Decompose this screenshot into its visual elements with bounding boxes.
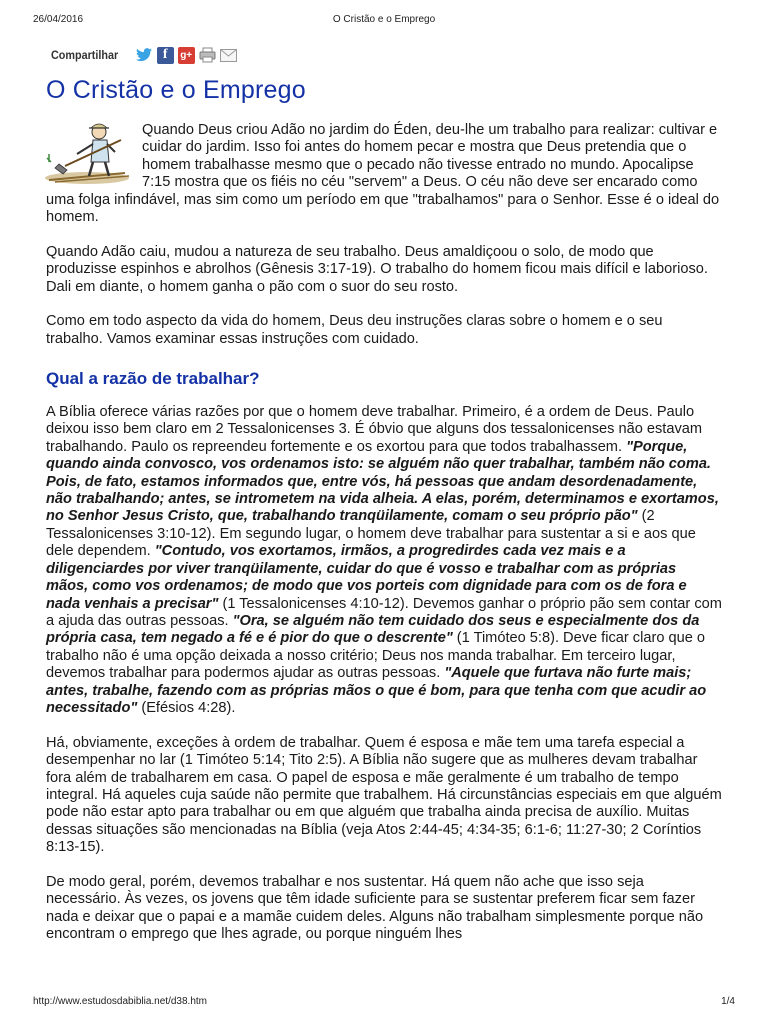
- google-plus-icon[interactable]: g+: [178, 47, 195, 64]
- text-run: A Bíblia oferece várias razões por que o homem deve trabalhar. Primeiro, é a ordem de Deus. Paulo deixou isso bem claro em 2 Tessalonicenses 3. É óbvio que alguns dos tessalonicenses não estavam trabalhando. Paulo os repreendeu fortemente e os exortou para que todos trabalhassem.: [46, 404, 703, 455]
- exceptions-paragraph: Há, obviamente, exceções à ordem de trabalhar. Quem é esposa e mãe tem uma tarefa especial a desempenhar no lar (1 Timóteo 5:14; Tito 2:5). A Bíblia não sugere que as mulheres devam trabalhar fora além de trabalharem em casa. O papel de esposa e mãe geralmente é um trabalho de tempo integral. Há aqueles cuja saúde não permite que trabalhem. Há circunstâncias especiais em que alguém pode não estar apto para trabalhar ou em que alguém que trabalha ainda precisa de auxílio. Muitas dessas situações são mencionadas na Bíblia (veja Atos 2:44-45; 4:34-35; 6:1-6; 11:27-30; 2 Coríntios 8:13-15).: [46, 734, 722, 856]
- text-run: (2 Tessalonicenses 3:10-12). Em segundo lugar, o homem deve trabalhar para sustentar a si e aos que dele dependem.: [46, 508, 696, 560]
- print-title: O Cristão e o Emprego: [332, 14, 436, 25]
- email-icon[interactable]: [220, 47, 237, 64]
- print-date: 26/04/2016: [33, 14, 84, 25]
- page-number: 1/4: [721, 996, 735, 1007]
- scripture-quote: "Aquele que furtava não furte mais; antes, trabalhe, fazendo com as próprias mãos o que é bom, para que tenha com que acudir ao necessitado": [46, 665, 707, 716]
- scripture-quote: "Contudo, vos exortamos, irmãos, a progredirdes cada vez mais e a diligenciardes por viver tranqüilamente, cuidar do que é vosso e trabalhar com as próprias mãos, como vos ordenamos; de modo que vos porteis com dignidade para com os de fora e nada venhais a precisar": [46, 543, 687, 612]
- scripture-quote: "Porque, quando ainda convosco, vos ordenamos isto: se alguém não quer trabalhar, também não coma. Pois, de fato, estamos informados que, entre vós, há pessoas que andam desordenadamente, não trabalhando; antes, se intrometem na vida alheia. A elas, porém, determinamos e exortamos, no Senhor Jesus Cristo, que, trabalhando tranqüilamente, comam o seu próprio pão": [46, 438, 719, 525]
- print-footer: [33, 996, 735, 1010]
- intro-paragraph-3: Como em todo aspecto da vida do homem, Deus deu instruções claras sobre o homem e o seu trabalho. Vamos examinar essas instruções com cuidado.: [46, 313, 663, 347]
- article-body: [46, 122, 722, 961]
- illustration-space: [46, 122, 142, 188]
- text-run: (1 Tessalonicenses 4:10-12). Devemos ganhar o próprio pão sem contar com a ajuda das outras pessoas.: [46, 595, 722, 629]
- general-paragraph: De modo geral, porém, devemos trabalhar e nos sustentar. Há quem não ache que isso seja necessário. Às vezes, os jovens que têm idade suficiente para se sustentar preferem ficar sem fazer nada e deixar que o papai e a mamãe cuidem deles. Alguns não trabalham simplesmente porque não encontram o emprego que lhes agrade, ou porque ninguém lhes: [46, 873, 704, 943]
- intro-paragraph-1: Quando Deus criou Adão no jardim do Éden, deu-lhe um trabalho para realizar: cultivar e cuidar do jardim. Isso foi antes do homem pecar e mostra que Deus pretendia que o homem trabalhasse mesmo que o pecado não tivesse entrado no mundo. Apocalipse 7:15 mostra que os fiéis no céu "servem" a Deus. O céu não deve ser encarado como uma folga infindável, mas sim como um período em que "trabalhamos" para o Senhor. Esse é o ideal do homem.: [46, 122, 720, 226]
- scripture-quote: "Ora, se alguém não tem cuidado dos seus e especialmente dos da própria casa, tem negado a fé e é pior do que o descrente": [46, 612, 700, 647]
- text-run: (1 Timóteo 5:8). Deve ficar claro que o trabalho não é uma opção deixada a nosso critério; Deus nos manda trabalhar. Em terceiro lugar, devemos trabalhar para podermos ajudar as outras pessoas.: [46, 630, 706, 682]
- facebook-icon[interactable]: f: [157, 47, 174, 64]
- print-icon[interactable]: [199, 47, 216, 64]
- print-header: [33, 14, 735, 28]
- share-label: Compartilhar: [51, 48, 119, 62]
- share-bar: [51, 44, 237, 66]
- article-title: O Cristão e o Emprego: [46, 76, 306, 104]
- intro-paragraph-2: Quando Adão caiu, mudou a natureza de seu trabalho. Deus amaldiçoou o solo, de modo que produzisse espinhos e abrolhos (Gênesis 3:17-19). O trabalho do homem ficou mais difícil e laborioso. Dali em diante, o homem ganha o pão com o suor do seu rosto.: [46, 243, 708, 295]
- page-url: http://www.estudosdabiblia.net/d38.htm: [33, 996, 207, 1007]
- text-run: (Efésios 4:28).: [137, 699, 236, 716]
- section-paragraph-1: [46, 404, 722, 717]
- twitter-icon[interactable]: [136, 47, 153, 64]
- section-heading: Qual a razão de trabalhar?: [46, 368, 260, 388]
